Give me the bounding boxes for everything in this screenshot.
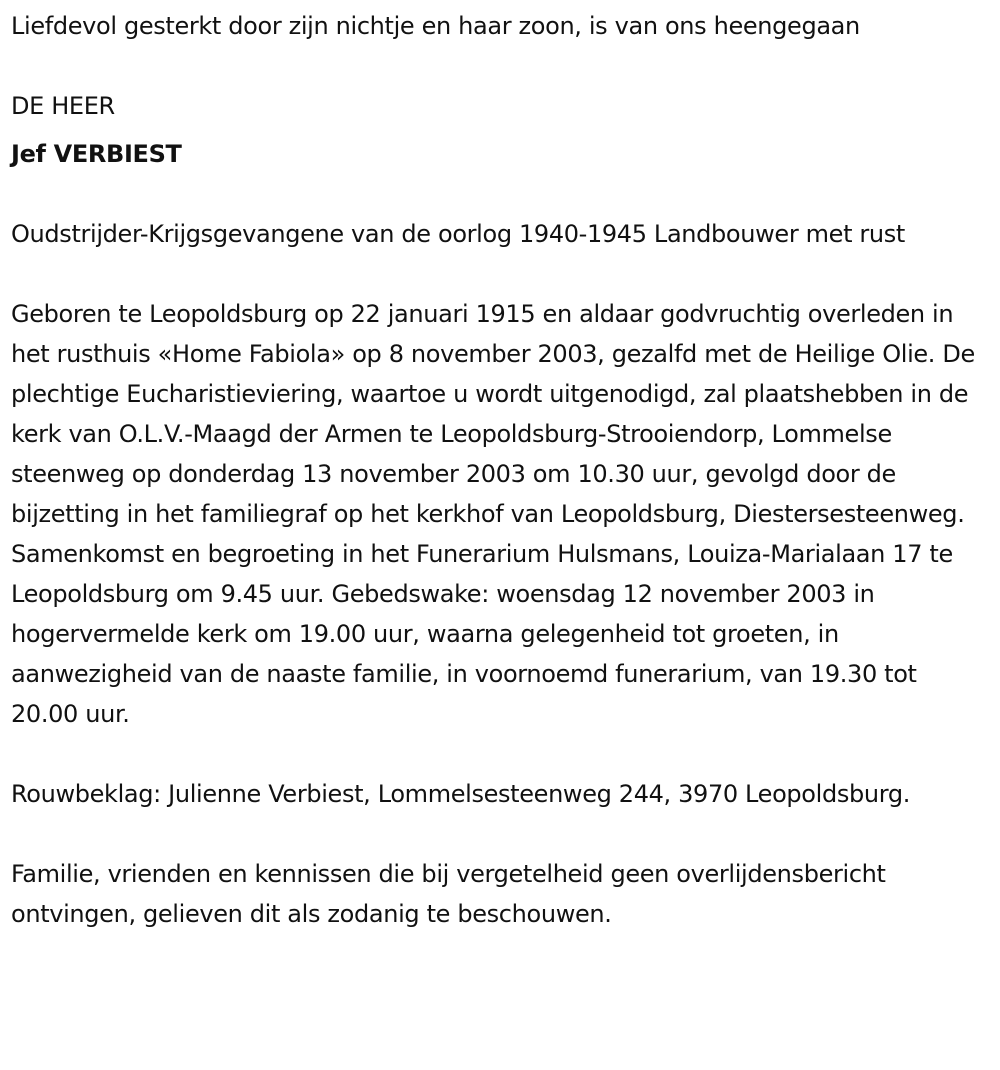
deceased-name: Jef VERBIEST — [11, 140, 182, 168]
honorific: DE HEER — [11, 92, 115, 120]
spacer — [11, 254, 990, 294]
funeral-details: Geboren te Leopoldsburg op 22 januari 1915 en aldaar godvruchtig overleden in het rusthuis «Home Fabiola» op 8 november 2003, gezalfd met de Heilige Olie. De plechtige Eucharistieviering, waartoe u wordt uitgenodigd, zal plaatshebben in de kerk van O.L.V.-Maagd der Armen te Leopoldsburg-Strooiendorp, Lommelse steenweg op donderdag 13 november 2003 om 10.30 uur, gevolgd door de bijzetting in het familiegraf op het kerkhof van Leopoldsburg, Diestersesteenweg. Samenkomst en begroeting in het Funerarium Hulsmans, Louiza-Marialaan 17 te Leopoldsburg om 9.45 uur. Gebedswake: woensdag 12 november 2003 in hogervermelde kerk om 19.00 uur, waarna gelegenheid tot groeten, in aanwezigheid van de naaste familie, in voornoemd funerarium, van 19.30 tot 20.00 uur. — [11, 300, 975, 728]
spacer — [11, 46, 990, 86]
occupation-text: Oudstrijder-Krijgsgevangene van de oorlog 1940-1945 Landbouwer met rust — [11, 220, 905, 248]
spacer — [11, 814, 990, 854]
spacer — [11, 734, 990, 774]
spacer — [11, 174, 990, 214]
condolences-address: Rouwbeklag: Julienne Verbiest, Lommelsesteenweg 244, 3970 Leopoldsburg. — [11, 780, 910, 808]
intro-text: Liefdevol gesterkt door zijn nichtje en haar zoon, is van ons heengegaan — [11, 12, 860, 40]
closing-text: Familie, vrienden en kennissen die bij vergetelheid geen overlijdensbericht ontvingen, gelieven dit als zodanig te beschouwen. — [11, 860, 886, 928]
